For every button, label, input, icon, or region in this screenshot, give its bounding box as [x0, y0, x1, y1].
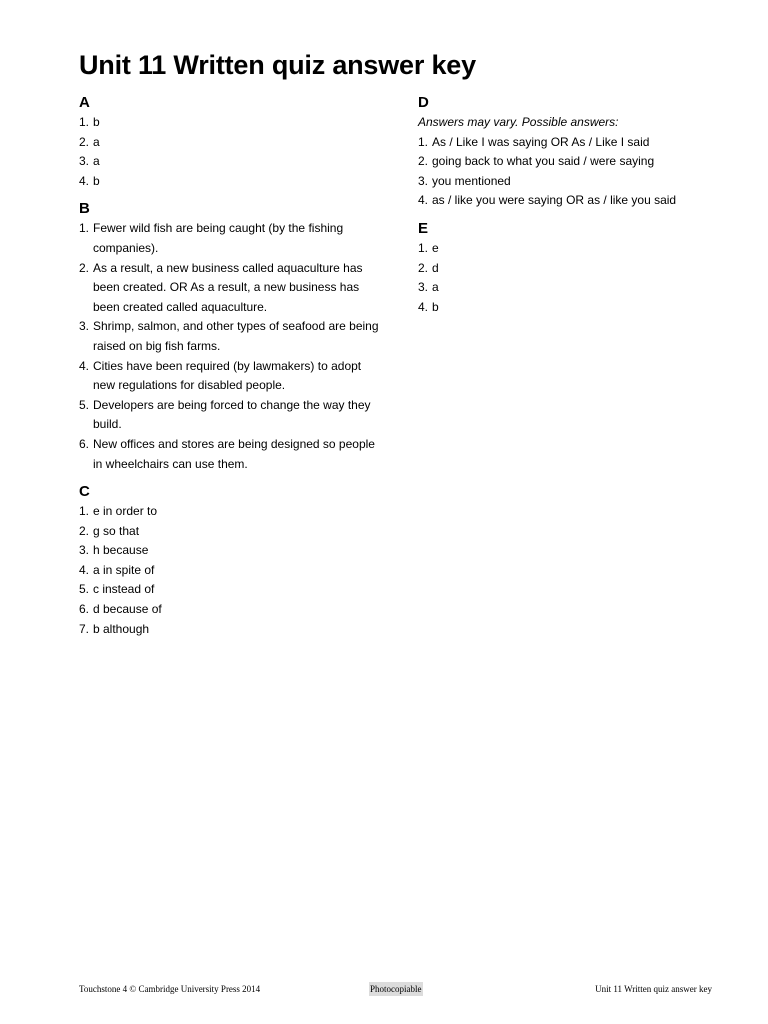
- answer-number: 3.: [418, 280, 429, 295]
- answer-number: 4.: [79, 358, 90, 373]
- answer-text: e: [432, 240, 439, 255]
- answer-number: 6.: [79, 436, 90, 451]
- right-column: [418, 93, 718, 317]
- answer-number: 1.: [79, 115, 90, 129]
- answer-number: 6.: [79, 602, 90, 617]
- answer-text: As / Like I was saying OR As / Like I said: [432, 134, 650, 149]
- answer-number: 3.: [418, 173, 429, 188]
- answer-number: 3.: [79, 154, 90, 169]
- answer-text: going back to what you said / were saying: [432, 154, 655, 169]
- answer-text: a in spite of: [93, 562, 155, 577]
- section-heading: C: [79, 483, 90, 501]
- answer-item: [418, 133, 718, 153]
- answer-number: 1.: [79, 221, 90, 236]
- answer-item: [418, 259, 718, 279]
- section-a: [79, 93, 379, 191]
- answer-text: d: [432, 260, 439, 275]
- page-footer: [79, 982, 712, 996]
- answer-number: 7.: [79, 621, 90, 636]
- answer-item: [79, 580, 379, 600]
- answer-item: [79, 600, 379, 620]
- answer-text: h because: [93, 543, 149, 558]
- answer-item: [79, 435, 379, 474]
- section-heading: D: [418, 94, 429, 111]
- answer-item: [79, 317, 379, 356]
- answer-list: [79, 502, 379, 639]
- section-heading: A: [79, 94, 90, 111]
- answer-number: 1.: [418, 240, 429, 255]
- section-b: [79, 199, 379, 474]
- answer-item: [79, 541, 379, 561]
- answer-text: c instead of: [93, 582, 155, 597]
- answer-item: [418, 278, 718, 298]
- answer-text: New offices and stores are being designed so people in wheelchairs can use them.: [93, 436, 375, 471]
- answer-text: d because of: [93, 602, 162, 617]
- answer-number: 4.: [418, 193, 429, 208]
- answer-item: [418, 191, 718, 211]
- answer-number: 2.: [79, 134, 90, 149]
- section-e: [418, 219, 718, 317]
- section-heading: B: [79, 200, 90, 218]
- answer-number: 2.: [79, 523, 90, 538]
- answer-number: 2.: [418, 260, 429, 275]
- page-title: Unit 11 Written quiz answer key: [79, 50, 476, 80]
- answer-text: as / like you were saying OR as / like you said: [432, 193, 677, 208]
- answer-number: 5.: [79, 397, 90, 412]
- answer-item: [79, 172, 379, 192]
- section-c: [79, 482, 379, 639]
- answer-list: [418, 239, 718, 317]
- answer-text: b: [432, 299, 439, 314]
- answer-text: a: [93, 154, 100, 169]
- answer-text: you mentioned: [432, 173, 511, 188]
- answer-number: 1.: [79, 504, 90, 519]
- answer-number: 3.: [79, 543, 90, 558]
- answer-text: e in order to: [93, 504, 158, 519]
- answer-text: Fewer wild fish are being caught (by the fishing companies).: [93, 221, 344, 255]
- answer-text: g so that: [93, 523, 140, 538]
- answer-number: 4.: [418, 299, 429, 314]
- answer-text: Developers are being forced to change the way they build.: [93, 397, 371, 432]
- answer-number: 2.: [79, 260, 90, 275]
- answer-text: a: [93, 134, 100, 149]
- answer-item: [79, 502, 379, 522]
- answer-item: [79, 259, 379, 318]
- footer-unit-title: Unit 11 Written quiz answer key: [595, 984, 712, 994]
- section-heading: E: [418, 219, 429, 237]
- section-note: Answers may vary. Possible answers:: [418, 115, 619, 129]
- answer-text: Cities have been required (by lawmakers) to adopt new regulations for disabled people.: [93, 358, 362, 393]
- answer-list: [418, 133, 718, 211]
- answer-text: b: [93, 115, 100, 129]
- footer-photocopiable: Photocopiable: [370, 984, 422, 994]
- answer-text: As a result, a new business called aquaculture has been created. OR As a result, a new business has been created called aquaculture.: [93, 260, 363, 314]
- answer-item: [79, 113, 379, 133]
- answer-item: [79, 133, 379, 153]
- footer-copyright: Touchstone 4 © Cambridge University Press 2014: [79, 984, 261, 994]
- answer-item: [418, 239, 718, 259]
- answer-item: [418, 152, 718, 172]
- left-column: [79, 93, 379, 639]
- answer-item: [418, 298, 718, 318]
- answer-list: [79, 219, 379, 474]
- answer-number: 5.: [79, 582, 90, 597]
- answer-item: [79, 396, 379, 435]
- answer-number: 2.: [418, 154, 429, 169]
- answer-item: [79, 561, 379, 581]
- answer-item: [79, 152, 379, 172]
- answer-item: [79, 620, 379, 640]
- answer-item: [418, 172, 718, 192]
- answer-text: a: [432, 280, 439, 295]
- answer-number: 4.: [79, 173, 90, 188]
- answer-text: b: [93, 173, 100, 188]
- answer-number: 1.: [418, 134, 429, 149]
- answer-text: Shrimp, salmon, and other types of seafood are being raised on big fish farms.: [93, 319, 379, 353]
- answer-item: [79, 522, 379, 542]
- answer-text: b although: [93, 621, 150, 636]
- answer-item: [79, 219, 379, 258]
- answer-number: 4.: [79, 562, 90, 577]
- answer-list: [79, 113, 379, 191]
- answer-item: [79, 357, 379, 396]
- section-d: [418, 93, 718, 211]
- answer-number: 3.: [79, 319, 90, 334]
